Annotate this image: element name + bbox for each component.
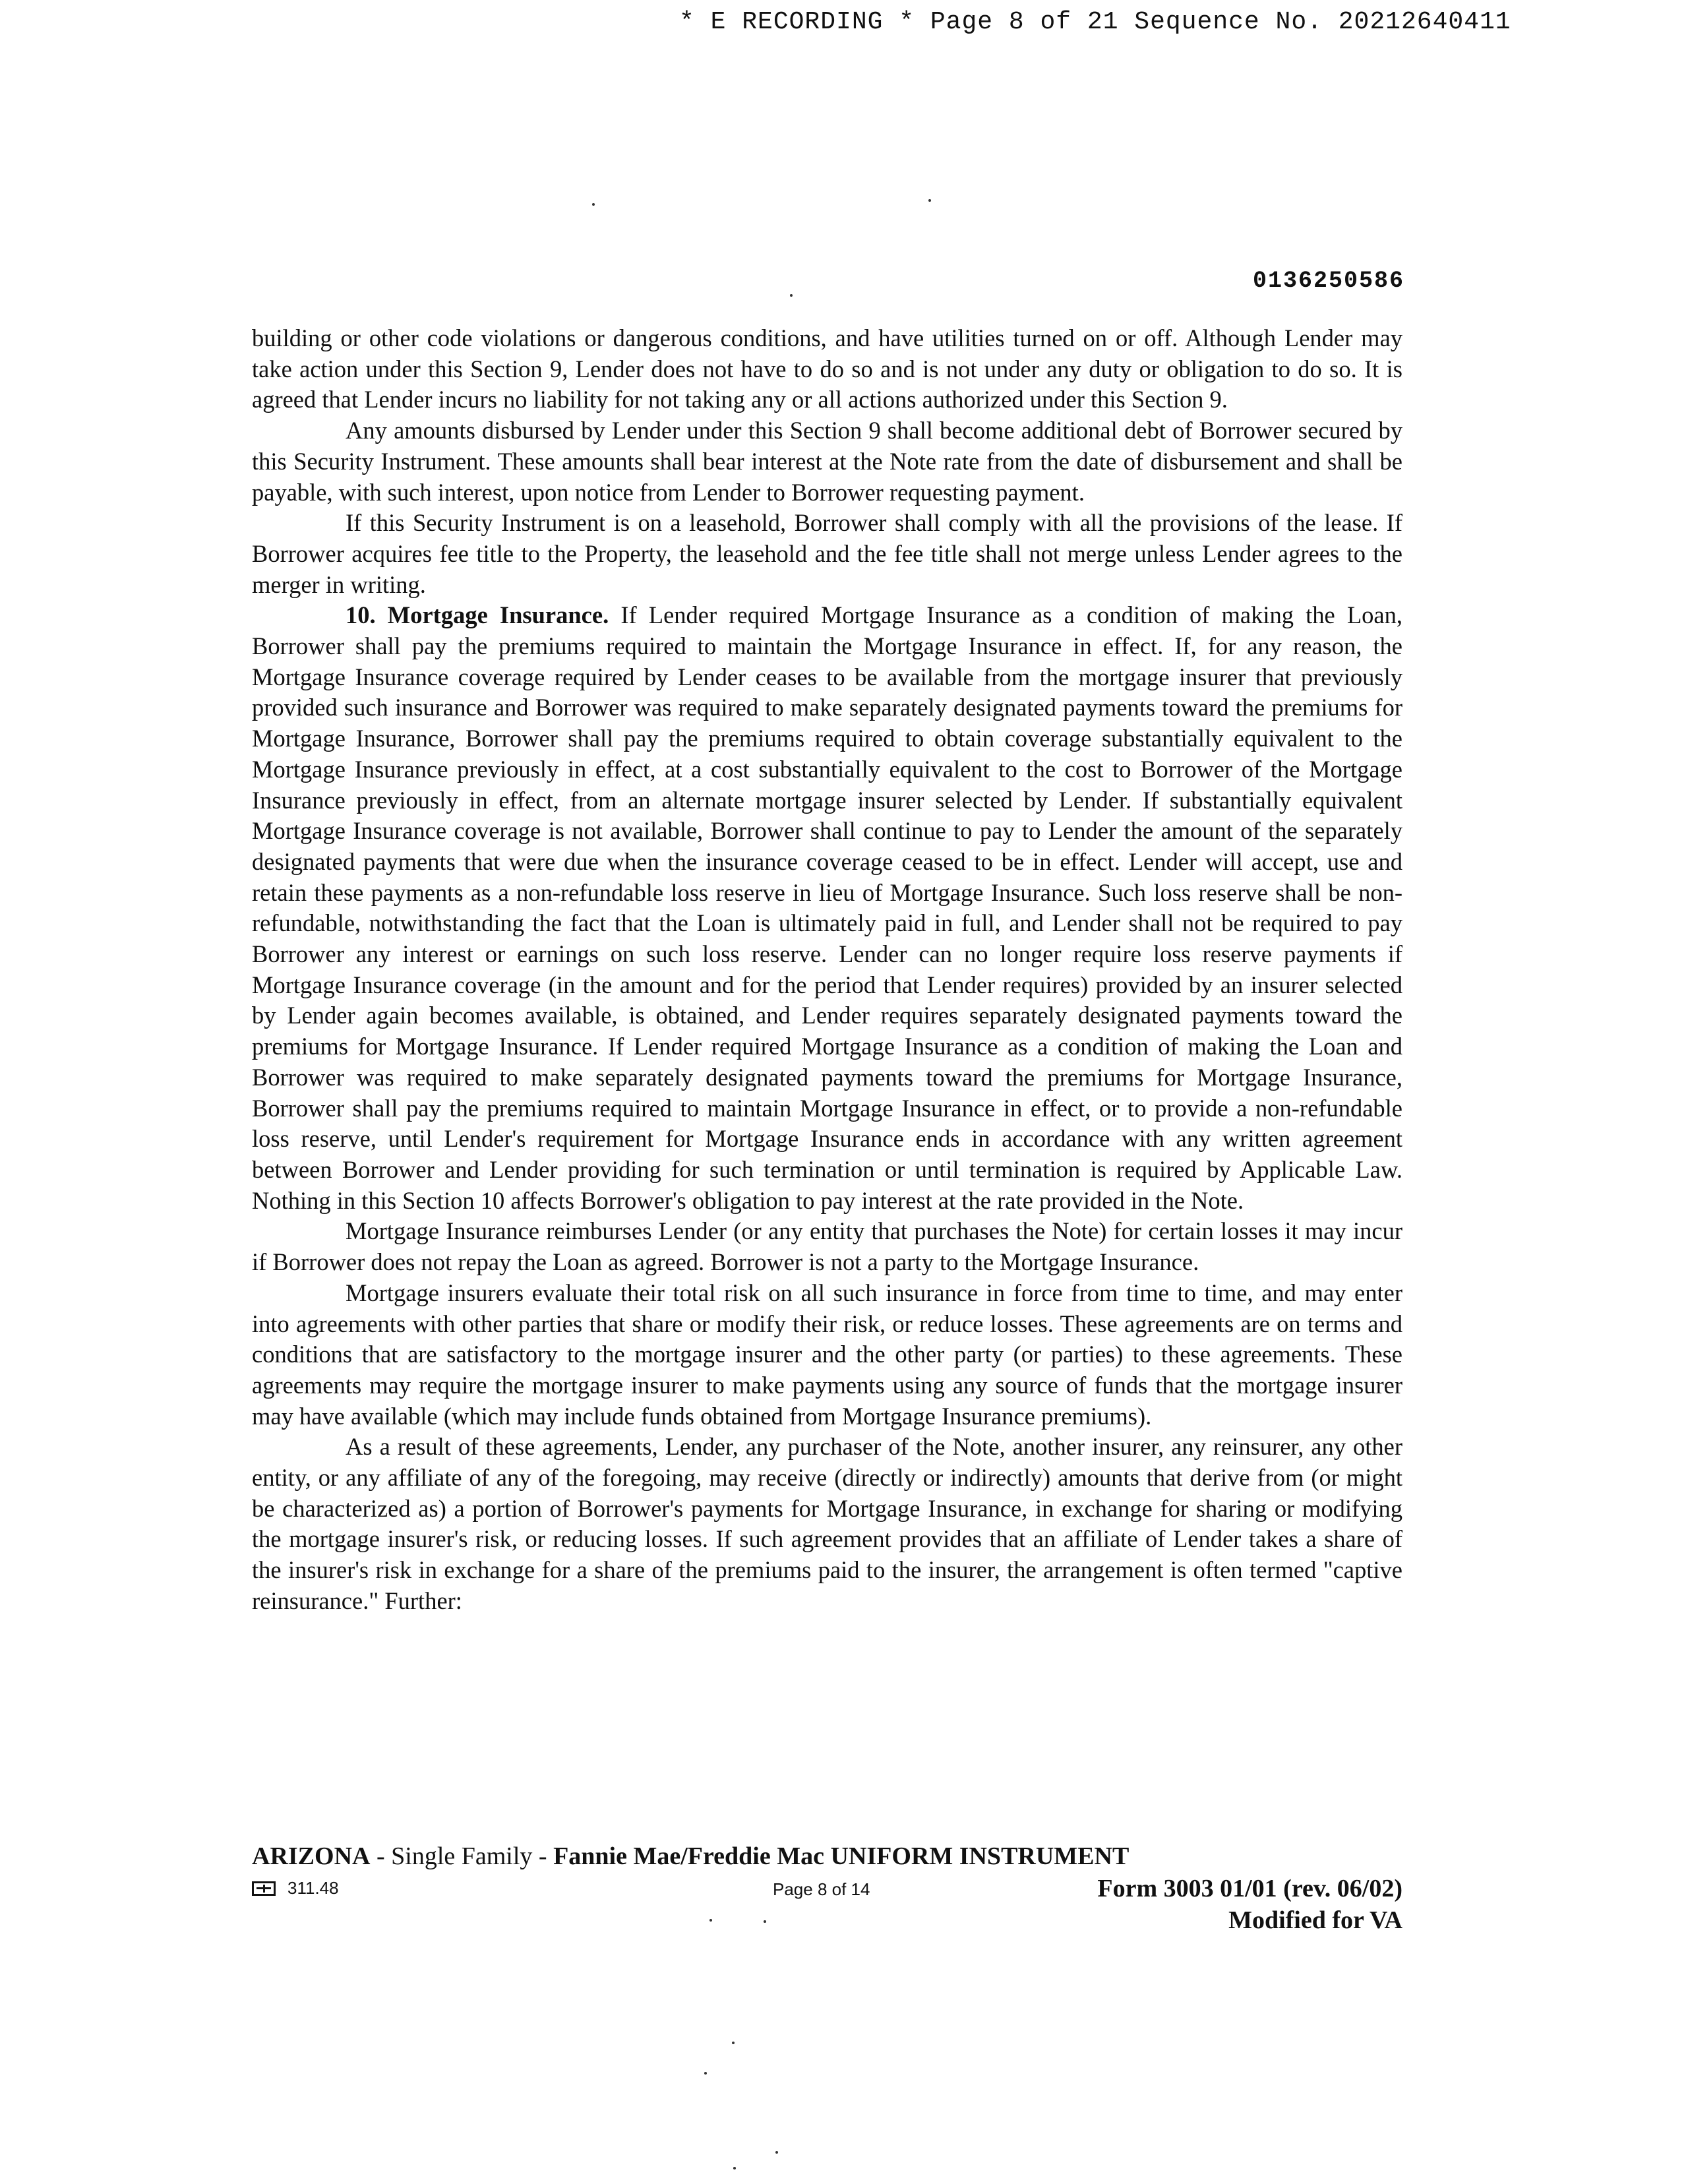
footer-instrument: Fannie Mae/Freddie Mac UNIFORM INSTRUMENT [553, 1842, 1130, 1870]
paragraph: If this Security Instrument is on a leasehold, Borrower shall comply with all the provisions of the lease. If Borrower acquires fee title to the Property, the leasehold and the fee title shall not merge unless Lender agrees to the merger in writing. [252, 509, 1402, 598]
modified-label: Modified for VA [1228, 1906, 1402, 1934]
footer-state: ARIZONA [252, 1842, 371, 1870]
paragraph-section-10 [252, 600, 1402, 1216]
form-logo-icon [252, 1881, 276, 1896]
scan-speck [709, 1919, 712, 1922]
paragraph: building or other code violations or dangerous conditions, and have utilities turned on or off. Although Lender may take action under this Section 9, Lender does not have to do so and is not under any duty or obligation to do so. It is agreed that Lender incurs no liability for not taking any or all actions authorized under this Section 9. [252, 324, 1402, 413]
scan-speck [790, 294, 793, 297]
document-body [252, 323, 1402, 1617]
paragraph: Any amounts disbursed by Lender under this Section 9 shall become additional debt of Borrower secured by this Security Instrument. These amounts shall bear interest at the Note rate from the date of disbursement and shall be payable, with such interest, upon notice from Lender to Borrower requesting payment. [252, 417, 1402, 506]
scan-speck [775, 2151, 778, 2154]
scan-speck [592, 203, 595, 206]
paragraph: Mortgage insurers evaluate their total risk on all such insurance in force from time to time, and may enter into agreements with other parties that share or modify their risk, or reduce losses. These agreements are on terms and conditions that are satisfactory to the mortgage insurer and the other party (or parties) to these agreements. These agreements may require the mortgage insurer to make payments using any source of funds that the mortgage insurer may have available (which may include funds obtained from Mortgage Insurance premiums). [252, 1279, 1402, 1430]
scan-speck [733, 2167, 736, 2169]
scan-speck [732, 2042, 735, 2044]
paragraph: As a result of these agreements, Lender, any purchaser of the Note, another insurer, any reinsurer, any other entity, or any affiliate of any of the foregoing, may receive (directly or indirectly) amounts that derive from (or might be characterized as) a portion of Borrower's payments for Mortgage Insurance, in exchange for sharing or modifying the mortgage insurer's risk, or reducing losses. If such agreement provides that an affiliate of Lender takes a share of the insurer's risk in exchange for a share of the premiums paid to the insurer, the arrangement is often termed "captive reinsurance." Further: [252, 1433, 1402, 1614]
page-label: Page 8 of 14 [773, 1879, 870, 1899]
paragraph-text: If Lender required Mortgage Insurance as a condition of making the Loan, Borrower shall pay the premiums required to maintain the Mortgage Insurance in effect. If, for any reason, the Mortgage Insurance coverage required by Lender ceases to be available from the mortgage insurer that previously provided such insurance and Borrower was required to make separately designated payments toward the premiums for Mortgage Insurance, Borrower shall pay the premiums required to obtain coverage substantially equivalent to the Mortgage Insurance previously in effect, at a cost substantially equivalent to the cost to Borrower of the Mortgage Insurance previously in effect, from an alternate mortgage insurer selected by Lender. If substantially equivalent Mortgage Insurance coverage is not available, Borrower shall continue to pay to Lender the amount of the separately designated payments that were due when the insurance coverage ceased to be in effect. Lender will accept, use and retain these payments as a non-refundable loss reserve in lieu of Mortgage Insurance. Such loss reserve shall be non-refundable, notwithstanding the fact that the Loan is ultimately paid in full, and Lender shall not be required to pay Borrower any interest or earnings on such loss reserve. Lender can no longer require loss reserve payments if Mortgage Insurance coverage (in the amount and for the period that Lender requires) provided by an insurer selected by Lender again becomes available, is obtained, and Lender requires separately designated payments toward the premiums for Mortgage Insurance. If Lender required Mortgage Insurance as a condition of making the Loan and Borrower was required to make separately designated payments toward the premiums for Mortgage Insurance, Borrower shall pay the premiums required to maintain Mortgage Insurance in effect, or to provide a non-refundable loss reserve, until Lender's requirement for Mortgage Insurance ends in accordance with any written agreement between Borrower and Lender providing for such termination or until termination is required by Applicable Law. Nothing in this Section 10 affects Borrower's obligation to pay interest at the rate provided in the Note. [252, 601, 1402, 1214]
footer-title [252, 1841, 1129, 1871]
paragraph: Mortgage Insurance reimburses Lender (or any entity that purchases the Note) for certain losses it may incur if Borrower does not repay the Loan as agreed. Borrower is not a party to the Mortgage Insurance. [252, 1217, 1402, 1276]
recording-header: * E RECORDING * Page 8 of 21 Sequence No. 20212640411 [679, 8, 1511, 36]
scan-speck [764, 1920, 766, 1923]
section-heading: 10. Mortgage Insurance. [346, 601, 609, 629]
scan-speck [704, 2072, 707, 2075]
footer-separator: - Single Family - [370, 1842, 554, 1870]
footer-row [252, 1874, 1402, 1907]
form-number: Form 3003 01/01 (rev. 06/02) [1097, 1875, 1402, 1902]
form-code-text: 311.48 [287, 1878, 339, 1898]
form-code [252, 1878, 339, 1898]
scan-speck [928, 199, 931, 202]
loan-number: 0136250586 [1252, 268, 1404, 294]
